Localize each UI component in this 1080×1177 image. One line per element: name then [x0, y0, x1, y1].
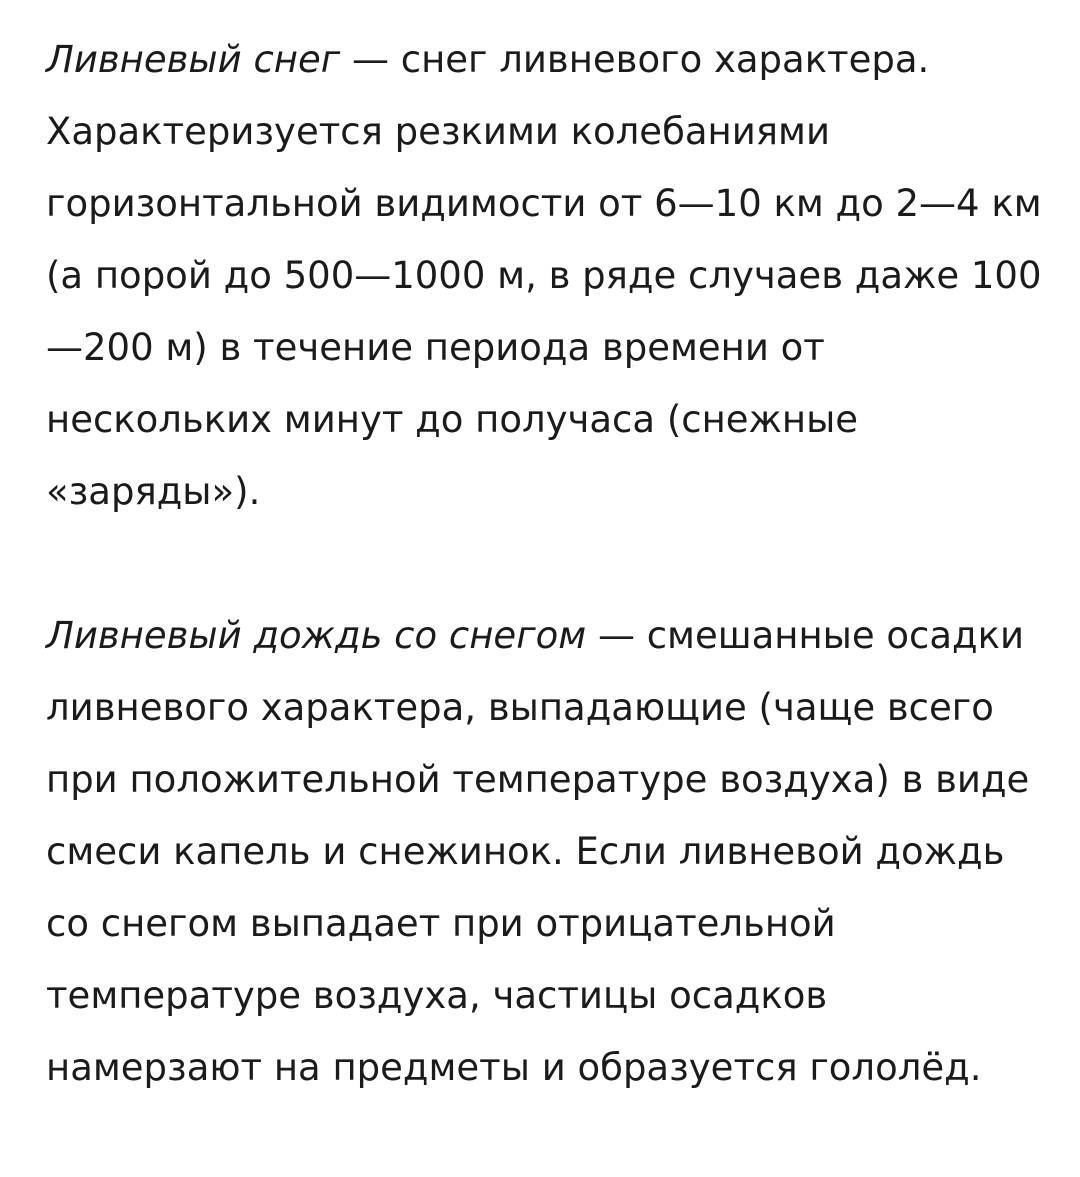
term-shower-snow: Ливневый снег: [46, 38, 341, 81]
article-text: [46, 24, 1046, 1104]
definition-shower-rain-snow: — смешанные осадки ливневого характера, выпадающие (чаще всего при положительной температуре воздуха) в виде смеси капель и снежинок. Если ливневой дождь со снегом выпадает при отрицательной температуре воздуха, частицы осадков намерзают на предметы и образуется гололёд.: [46, 614, 1030, 1089]
term-shower-rain-snow: Ливневый дождь со снегом: [46, 614, 587, 657]
paragraph-shower-rain-snow: [46, 600, 1046, 1104]
definition-shower-snow: — снег ливневого характера. Характеризуется резкими колебаниями горизонтальной видимости от 6—10 км до 2—4 км (а порой до 500—1000 м, в ряде случаев даже 100—200 м) в течение периода времени от нескольких минут до получаса (снежные «заряды»).: [46, 38, 1042, 513]
paragraph-shower-snow: [46, 24, 1046, 528]
